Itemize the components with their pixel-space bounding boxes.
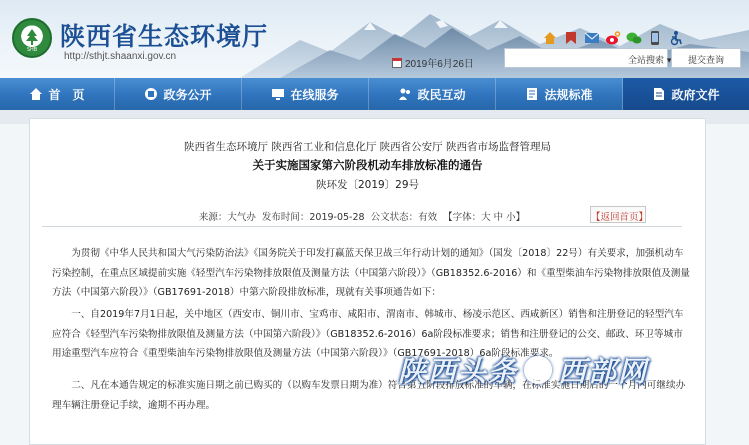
nav-label: 首 页 (48, 87, 85, 102)
issuing-agencies: 陕西省生态环境厅 陕西省工业和信息化厅 陕西省公安厅 陕西省市场监督管理局 (183, 141, 551, 153)
nav-item-gov-documents[interactable] (623, 78, 749, 110)
meta-status: 公文状态：有效 (370, 211, 438, 223)
interaction-icon (398, 87, 412, 101)
home-icon (29, 87, 43, 101)
online-service-icon (271, 87, 285, 101)
nav-label: 在线服务 (290, 87, 339, 102)
bookmark-icon[interactable] (563, 30, 579, 46)
chevron-down-icon: ▾ (666, 56, 672, 66)
nav-item-interaction[interactable] (369, 78, 496, 110)
article-paragraph: 一、自2019年7月1日起，关中地区（西安市、铜川市、宝鸡市、咸阳市、渭南市、韩城市、杨凌示范区、西咸新区）销售和注册登记的轻型汽车应符合《轻型汽车污染物排放限值及测量方法（中国第六阶段）》（GB18352.6-2016）6a阶段标准要求；销售和注册登记的公交、邮政、环卫等城市用途重型汽车应符合《重型柴油车污染物排放限值及测量方法（中国第六阶段）》（GB17691-2018）6a阶段标准要求。 (52, 309, 684, 359)
wechat-icon[interactable] (626, 30, 642, 46)
header-toolbar-icons (542, 30, 684, 46)
main-navigation (0, 78, 749, 110)
site-title[interactable]: 陕西省生态环境厅 (60, 22, 269, 51)
article-title: 关于实施国家第六阶段机动车排放标准的通告 (252, 158, 483, 172)
watermark-right-text: 西部网 (558, 355, 649, 388)
watermark-at-icon (524, 356, 552, 384)
nav-label: 政府文件 (671, 87, 720, 102)
nav-item-home[interactable] (0, 78, 115, 110)
document-number: 陕环发〔2019〕29号 (315, 179, 420, 191)
article-panel (29, 118, 706, 445)
search-scope-select[interactable] (628, 53, 671, 66)
regulations-icon (525, 87, 539, 101)
weibo-icon[interactable] (605, 30, 621, 46)
email-icon[interactable] (584, 30, 600, 46)
gov-affairs-icon (144, 87, 158, 101)
home-shortcut-icon[interactable] (542, 30, 558, 46)
nav-label: 政民互动 (417, 87, 466, 102)
nav-label: 法规标准 (544, 87, 593, 102)
accessibility-icon[interactable] (668, 30, 684, 46)
site-header (0, 0, 749, 78)
ministry-logo[interactable] (12, 18, 52, 58)
nav-item-regulations[interactable] (496, 78, 623, 110)
article-meta (42, 205, 682, 227)
calendar-icon (392, 58, 402, 68)
font-size-selector[interactable]: 【字体：大 中 小】 (443, 211, 526, 223)
news-watermark (398, 350, 648, 390)
article-paragraph: 二、凡在本通告规定的标准实施日期之前已购买的（以购车发票日期为准）符合第五阶段排放标准的车辆，在标准实施日期后的一个月内可继续办理车辆注册登记手续，逾期不再办理。 (52, 380, 686, 411)
nav-item-online-service[interactable] (242, 78, 369, 110)
meta-source: 来源：大气办 (198, 211, 256, 223)
nav-label: 政务公开 (163, 87, 212, 102)
nav-item-gov-affairs[interactable] (115, 78, 242, 110)
date-text: 2019年6月26日 (405, 59, 474, 70)
logo-text: SHB (26, 47, 38, 53)
search-scope-label: 全站搜索 (628, 56, 665, 66)
meta-published: 发布时间：2019-05-28 (261, 211, 365, 223)
current-date (392, 55, 474, 70)
site-url: http://sthjt.shaanxi.gov.cn (64, 51, 177, 62)
search-submit-button[interactable]: 提交查询 (671, 48, 741, 68)
watermark-left-text: 陕西头条 (398, 355, 519, 388)
gov-documents-icon (652, 87, 666, 101)
mobile-icon[interactable] (647, 30, 663, 46)
back-to-home-button[interactable]: 【返回首页】 (590, 206, 646, 223)
tree-emblem-icon (24, 28, 40, 46)
article-paragraph: 为贯彻《中华人民共和国大气污染防治法》《国务院关于印发打赢蓝天保卫战三年行动计划的通知》（国发〔2018〕22号）有关要求，加强机动车污染控制，在重点区域提前实施《轻型汽车污染物排放限值及测量方法（中国第六阶段）》（GB18352.6-2016）和《重型柴油车污染物排放限值及测量方法（中国第六阶段）》（GB17691-2018）中第六阶段排放标准，现就有关事项通告如下： (52, 248, 690, 298)
